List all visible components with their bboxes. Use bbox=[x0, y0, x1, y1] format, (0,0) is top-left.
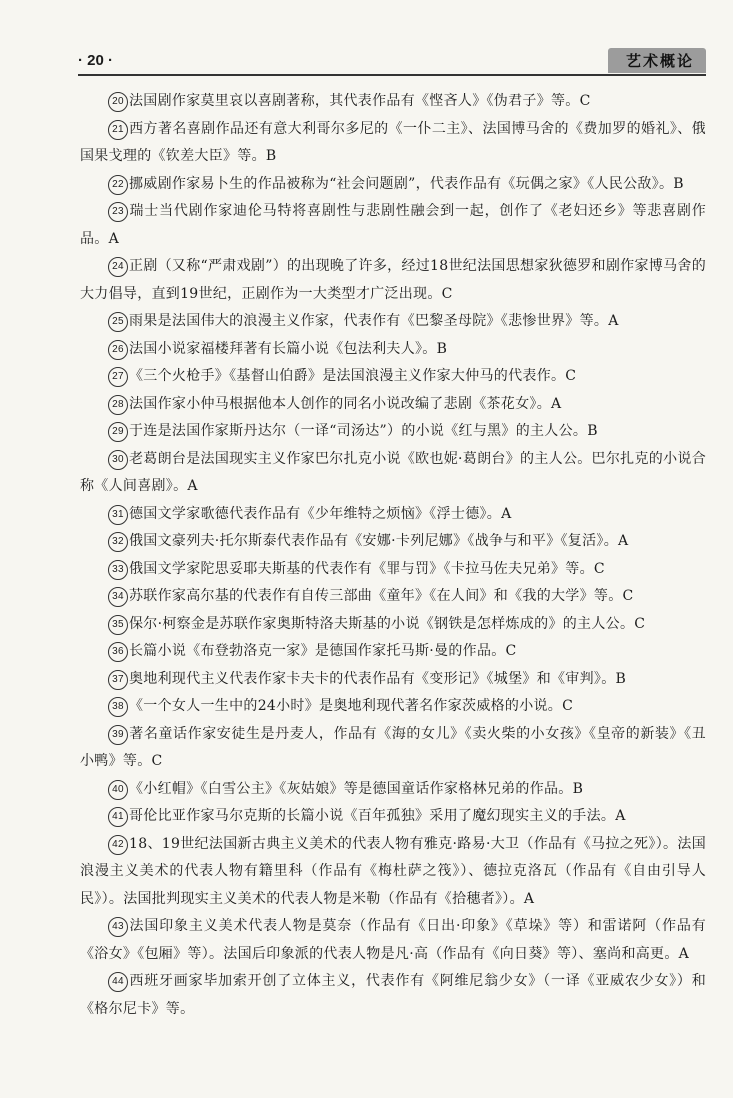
item-number: 37 bbox=[108, 670, 128, 690]
item-number: 26 bbox=[108, 340, 128, 360]
item-text: 西班牙画家毕加索开创了立体主义，代表作有《阿维尼翁少女》（一译《亚威农少女》）和《格尔尼卡》等。 bbox=[80, 973, 706, 1017]
item-text: 长篇小说《布登勃洛克一家》是德国作家托马斯·曼的作品。C bbox=[129, 643, 517, 659]
item-text: 法国剧作家莫里哀以喜剧著称，其代表作品有《悭吝人》《伪君子》等。C bbox=[129, 93, 591, 109]
list-item bbox=[80, 721, 706, 776]
list-item bbox=[80, 831, 706, 914]
item-number: 44 bbox=[108, 972, 128, 992]
item-text: 法国小说家福楼拜著有长篇小说《包法利夫人》。B bbox=[129, 340, 448, 357]
list-item bbox=[80, 391, 706, 419]
item-text: 德国文学家歌德代表作品有《少年维特之烦恼》《浮士德》。A bbox=[129, 505, 512, 522]
item-text: 著名童话作家安徒生是丹麦人，作品有《海的女儿》《卖火柴的小女孩》《皇帝的新装》《丑小鸭》等。C bbox=[80, 725, 706, 769]
item-number: 35 bbox=[108, 615, 128, 635]
item-number: 29 bbox=[108, 422, 128, 442]
item-number: 43 bbox=[108, 917, 128, 937]
list-item bbox=[80, 501, 706, 529]
item-text: 瑞士当代剧作家迪伦马特将喜剧性与悲剧性融会到一起，创作了《老妇还乡》等悲喜剧作品。A bbox=[80, 203, 706, 247]
item-text: 正剧（又称“严肃戏剧”）的出现晚了许多，经过18世纪法国思想家狄德罗和剧作家博马舍的大力倡导，直到19世纪，正剧作为一大类型才广泛出现。C bbox=[80, 258, 706, 302]
list-item bbox=[80, 693, 706, 721]
item-text: 雨果是法国伟大的浪漫主义作家，代表作有《巴黎圣母院》《悲惨世界》等。A bbox=[129, 313, 619, 329]
item-text: 《三个火枪手》《基督山伯爵》是法国浪漫主义作家大仲马的代表作。C bbox=[129, 368, 577, 384]
list-item bbox=[80, 666, 706, 694]
item-text: 奥地利现代主义代表作家卡夫卡的代表作品有《变形记》《城堡》和《审判》。B bbox=[129, 670, 627, 687]
list-item bbox=[80, 968, 706, 1023]
item-number: 31 bbox=[108, 505, 128, 525]
item-text: 挪威剧作家易卜生的作品被称为“社会问题剧”，代表作品有《玩偶之家》《人民公敌》。B bbox=[129, 175, 684, 192]
list-item bbox=[80, 198, 706, 253]
item-number: 33 bbox=[108, 560, 128, 580]
list-item bbox=[80, 583, 706, 611]
item-text: 哥伦比亚作家马尔克斯的长篇小说《百年孤独》采用了魔幻现实主义的手法。A bbox=[129, 808, 626, 824]
list-item bbox=[80, 611, 706, 639]
item-text: 18、19世纪法国新古典主义美术的代表人物有雅克·路易·大卫（作品有《马拉之死》）。法国浪漫主义美术的代表人物有籍里科（作品有《梅杜萨之筏》）、德拉克洛瓦（作品有《自由引导人民》）。法国批判现实主义美术的代表人物是米勒（作品有《拾穗者》）。A bbox=[80, 835, 706, 907]
item-text: 俄国文豪列夫·托尔斯泰代表作品有《安娜·卡列尼娜》《战争与和平》《复活》。A bbox=[129, 533, 629, 549]
item-number: 39 bbox=[108, 725, 128, 745]
item-number: 21 bbox=[108, 120, 128, 140]
list-item bbox=[80, 446, 706, 501]
item-number: 23 bbox=[108, 202, 128, 222]
list-item bbox=[80, 336, 706, 364]
item-number: 25 bbox=[108, 312, 128, 332]
item-text: 于连是法国作家斯丹达尔（一译“司汤达”）的小说《红与黑》的主人公。B bbox=[129, 423, 598, 439]
item-text: 法国作家小仲马根据他本人创作的同名小说改编了悲剧《茶花女》。A bbox=[129, 395, 562, 412]
item-text: 保尔·柯察金是苏联作家奥斯特洛夫斯基的小说《钢铁是怎样炼成的》的主人公。C bbox=[129, 615, 646, 632]
item-text: 苏联作家高尔基的代表作有自传三部曲《童年》《在人间》和《我的大学》等。C bbox=[129, 588, 634, 604]
list-item bbox=[80, 803, 706, 831]
list-item bbox=[80, 308, 706, 336]
item-number: 40 bbox=[108, 780, 128, 800]
list-item bbox=[80, 363, 706, 391]
list-item bbox=[80, 116, 706, 171]
list-item bbox=[80, 418, 706, 446]
item-number: 42 bbox=[108, 835, 128, 855]
list-item bbox=[80, 556, 706, 584]
item-text: 《小红帽》《白雪公主》《灰姑娘》等是德国童话作家格林兄弟的作品。B bbox=[129, 780, 584, 797]
list-item bbox=[80, 776, 706, 804]
item-number: 22 bbox=[108, 175, 128, 195]
item-text: 老葛朗台是法国现实主义作家巴尔扎克小说《欧也妮·葛朗台》的主人公。巴尔扎克的小说合称《人间喜剧》。A bbox=[80, 450, 706, 494]
item-text: 俄国文学家陀思妥耶夫斯基的代表作有《罪与罚》《卡拉马佐夫兄弟》等。C bbox=[129, 560, 605, 577]
list-item bbox=[80, 253, 706, 308]
item-text: 法国印象主义美术代表人物是莫奈（作品有《日出·印象》《草垛》等）和雷诺阿（作品有《浴女》《包厢》等）。法国后印象派的代表人物是凡·高（作品有《向日葵》等）、塞尚和高更。A bbox=[80, 918, 706, 962]
answer-list bbox=[80, 88, 706, 1023]
item-number: 28 bbox=[108, 395, 128, 415]
item-text: 西方著名喜剧作品还有意大利哥尔多尼的《一仆二主》、法国博马舍的《费加罗的婚礼》、俄国果戈理的《钦差大臣》等。B bbox=[80, 120, 706, 164]
list-item bbox=[80, 171, 706, 199]
item-number: 27 bbox=[108, 367, 128, 387]
item-number: 34 bbox=[108, 587, 128, 607]
item-number: 24 bbox=[108, 257, 128, 277]
page-header bbox=[78, 48, 706, 74]
list-item bbox=[80, 638, 706, 666]
page-number: · 20 · bbox=[78, 52, 114, 69]
item-number: 30 bbox=[108, 450, 128, 470]
list-item bbox=[80, 913, 706, 968]
header-rule bbox=[78, 74, 706, 76]
item-text: 《一个女人一生中的24小时》是奥地利现代著名作家茨威格的小说。C bbox=[129, 698, 574, 714]
item-number: 36 bbox=[108, 642, 128, 662]
item-number: 41 bbox=[108, 807, 128, 827]
book-title: 艺术概论 bbox=[608, 48, 706, 73]
item-number: 20 bbox=[108, 92, 128, 112]
list-item bbox=[80, 528, 706, 556]
item-number: 32 bbox=[108, 532, 128, 552]
list-item bbox=[80, 88, 706, 116]
item-number: 38 bbox=[108, 697, 128, 717]
